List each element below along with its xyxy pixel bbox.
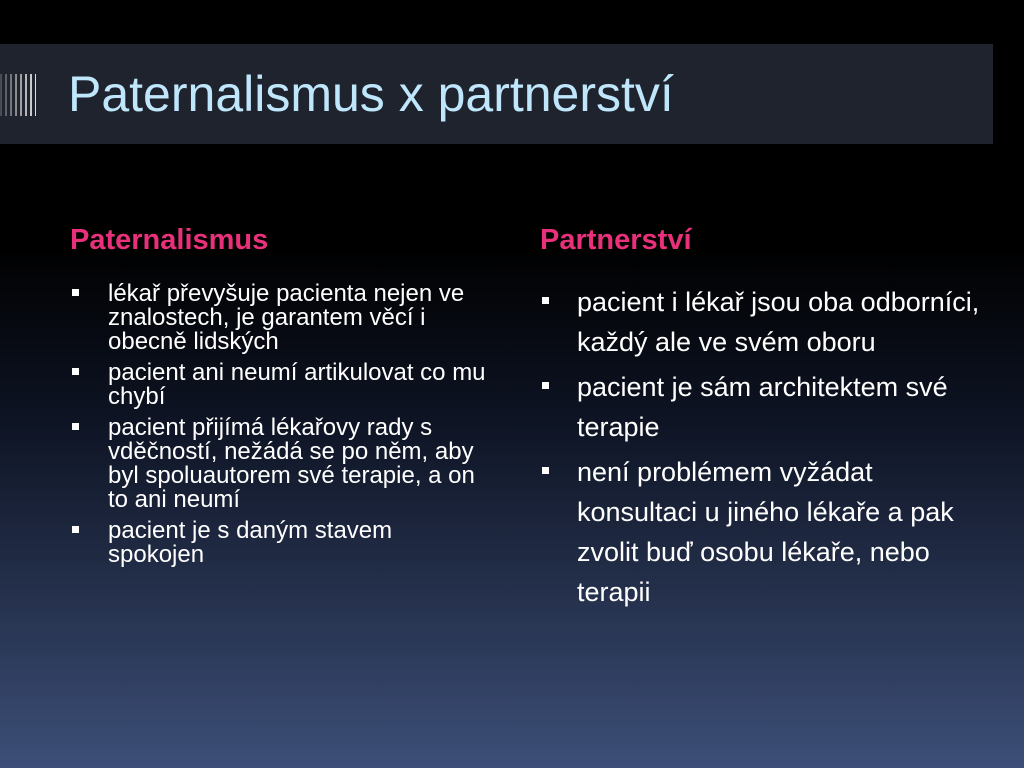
square-bullet-icon bbox=[72, 368, 79, 375]
list-item-text: není problémem vyžádat konsultaci u jiného lékaře a pak zvolit buď osobu lékaře, nebo terapii bbox=[577, 457, 954, 607]
list-item bbox=[540, 452, 980, 612]
list-item bbox=[70, 361, 490, 409]
list-item bbox=[70, 282, 490, 354]
slide-title: Paternalismus x partnerství bbox=[68, 66, 674, 122]
square-bullet-icon bbox=[542, 467, 549, 474]
list-item-text: lékař převyšuje pacienta nejen ve znalostech, je garantem věcí i obecně lidských bbox=[108, 280, 465, 355]
list-item bbox=[70, 416, 490, 512]
square-bullet-icon bbox=[542, 297, 549, 304]
square-bullet-icon bbox=[72, 526, 79, 533]
list-item-text: pacient i lékař jsou oba odborníci, každý ale ve svém oboru bbox=[577, 287, 980, 357]
left-column-heading: Paternalismus bbox=[70, 224, 269, 256]
list-item bbox=[70, 519, 490, 567]
left-bullet-list bbox=[70, 282, 490, 567]
list-item-text: pacient přijímá lékařovy rady s vděčností, nežádá se po něm, aby byl spoluautorem své terapie, a on to ani neumí bbox=[108, 414, 475, 513]
square-bullet-icon bbox=[72, 289, 79, 296]
list-item-text: pacient je sám architektem své terapie bbox=[577, 372, 948, 442]
list-item-text: pacient je s daným stavem spokojen bbox=[108, 517, 393, 568]
right-bullet-list bbox=[540, 282, 980, 612]
list-item bbox=[540, 367, 980, 447]
right-column bbox=[540, 220, 980, 617]
square-bullet-icon bbox=[542, 382, 549, 389]
square-bullet-icon bbox=[72, 423, 79, 430]
list-item-text: pacient ani neumí artikulovat co mu chybí bbox=[108, 359, 486, 410]
list-item bbox=[540, 282, 980, 362]
title-decoration-stripes bbox=[0, 74, 36, 116]
left-column bbox=[70, 220, 490, 574]
right-column-heading: Partnerství bbox=[540, 224, 692, 256]
